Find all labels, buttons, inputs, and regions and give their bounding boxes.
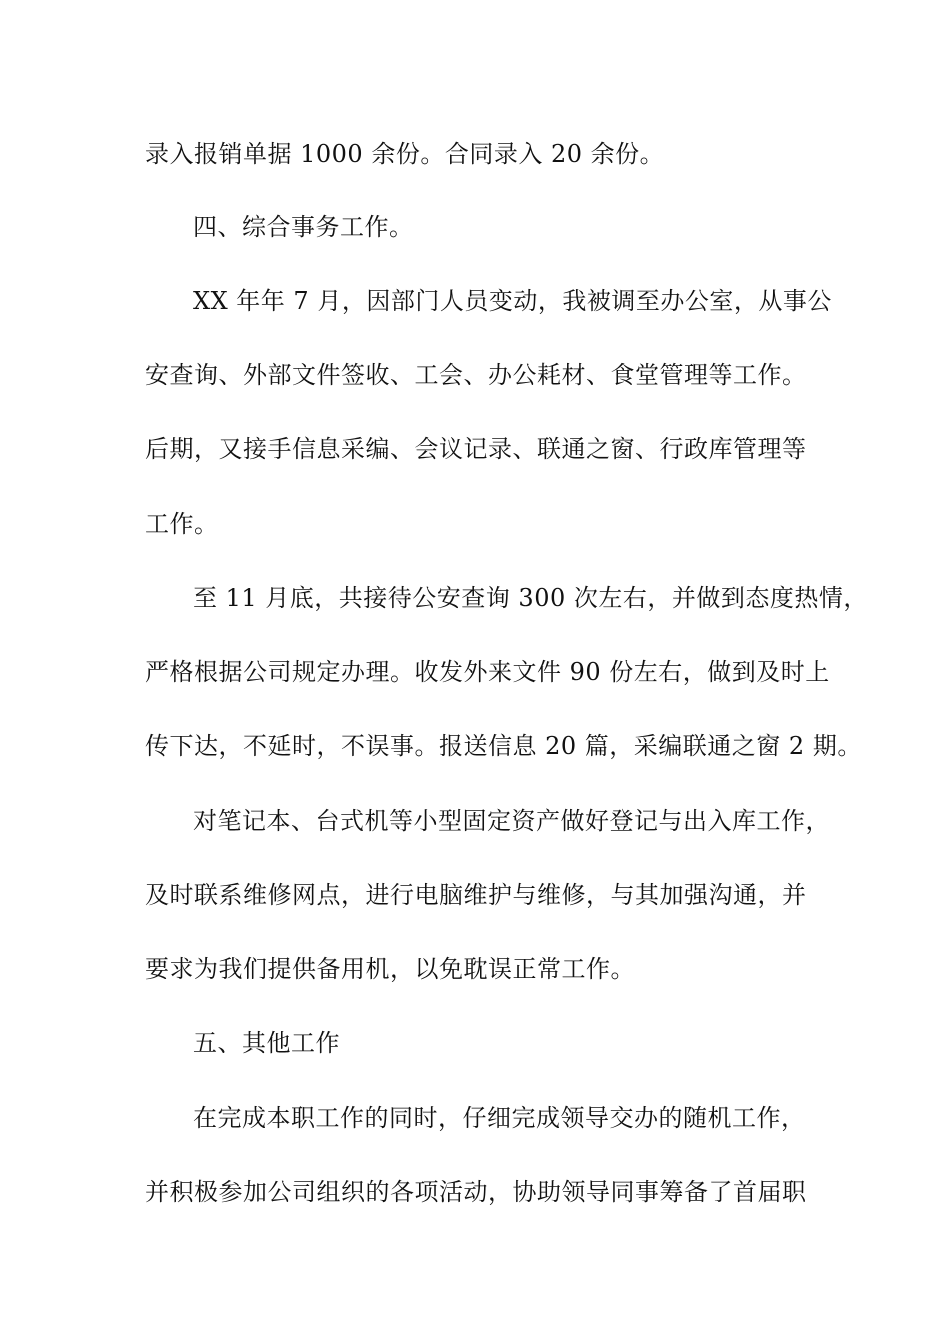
paragraph-line: 并积极参加公司组织的各项活动，协助领导同事筹备了首届职 bbox=[145, 1178, 807, 1206]
paragraph-line: 至 11 月底，共接待公安查询 300 次左右，并做到态度热情， bbox=[193, 584, 868, 612]
paragraph-line: 后期，又接手信息采编、会议记录、联通之窗、行政库管理等 bbox=[145, 435, 807, 463]
paragraph-line: 录入报销单据 1000 余份。合同录入 20 余份。 bbox=[145, 140, 665, 168]
paragraph-line: 传下达，不延时，不误事。报送信息 20 篇，采编联通之窗 2 期。 bbox=[145, 732, 862, 760]
paragraph-line: 对笔记本、台式机等小型固定资产做好登记与出入库工作， bbox=[193, 807, 830, 835]
paragraph-line: 在完成本职工作的同时，仔细完成领导交办的随机工作， bbox=[193, 1104, 806, 1132]
paragraph-line: 安查询、外部文件签收、工会、办公耗材、食堂管理等工作。 bbox=[145, 361, 807, 389]
paragraph-line: 要求为我们提供备用机，以免耽误正常工作。 bbox=[145, 955, 635, 983]
paragraph-line: XX 年年 7 月，因部门人员变动，我被调至办公室，从事公 bbox=[193, 287, 832, 315]
paragraph-line: 严格根据公司规定办理。收发外来文件 90 份左右，做到及时上 bbox=[145, 658, 830, 686]
paragraph-line: 及时联系维修网点，进行电脑维护与维修，与其加强沟通，并 bbox=[145, 881, 807, 909]
section-heading-4: 四、综合事务工作。 bbox=[193, 213, 414, 241]
section-heading-5: 五、其他工作 bbox=[193, 1029, 340, 1057]
paragraph-line: 工作。 bbox=[145, 510, 219, 538]
